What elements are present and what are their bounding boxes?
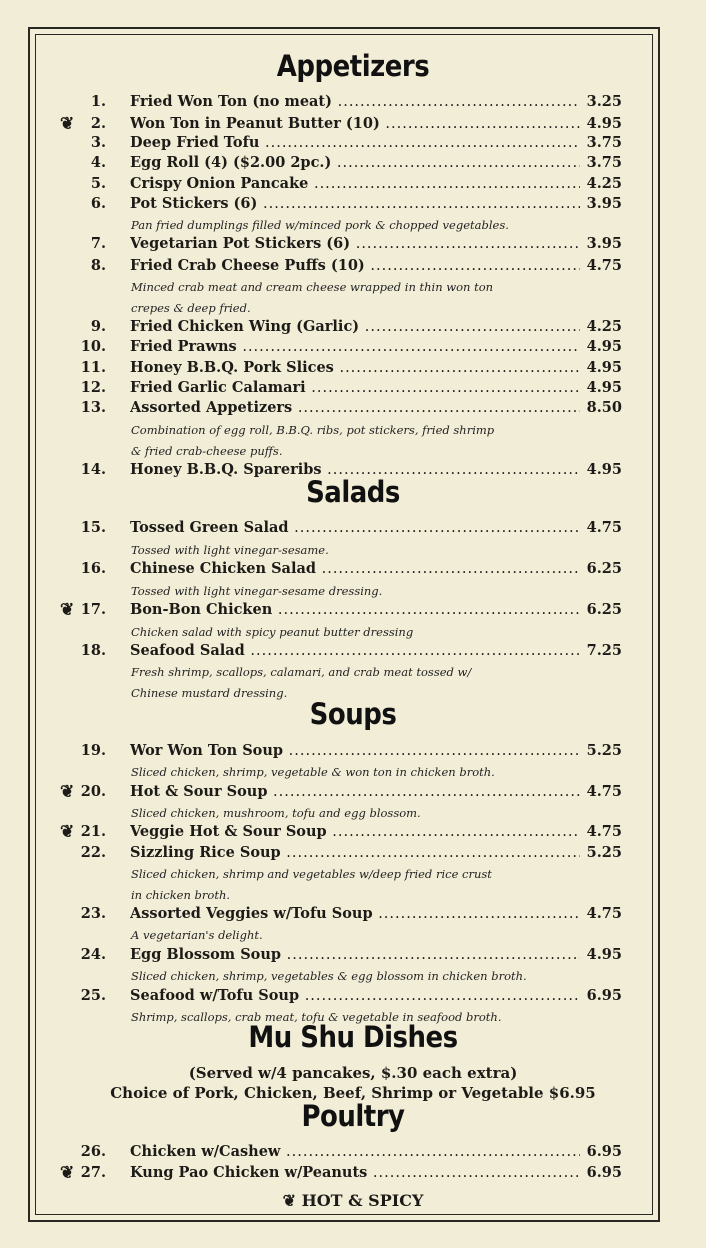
menu-item-number: 27. bbox=[80, 1164, 106, 1181]
chili-pepper-icon: ❦ bbox=[60, 114, 75, 134]
menu-item-name: Assorted Appetizers ..... bbox=[130, 398, 580, 418]
section-title-appetizers: Appetizers bbox=[276, 50, 430, 84]
chili-pepper-icon: ❦ bbox=[60, 822, 75, 842]
menu-item-number: 5. bbox=[90, 175, 106, 192]
menu-item-description: Pan fried dumplings filled w/minced pork & chopped vegetables. bbox=[131, 218, 509, 232]
menu-item-price: 5.25 bbox=[586, 742, 622, 759]
menu-item-number: 6. bbox=[90, 195, 106, 212]
menu-item-row bbox=[0, 256, 706, 276]
menu-item-name: Honey B.B.Q. Spareribs ..... bbox=[130, 460, 580, 480]
menu-item-number: 22. bbox=[80, 844, 106, 861]
section-title-salads: Salads bbox=[306, 476, 400, 510]
menu-item-price: 4.95 bbox=[586, 461, 622, 478]
menu-item-number: 26. bbox=[80, 1143, 106, 1160]
menu-item-name: Sizzling Rice Soup ..... bbox=[130, 843, 580, 863]
menu-item-name: Seafood Salad ..... bbox=[130, 641, 580, 661]
menu-item-description: Chinese mustard dressing. bbox=[131, 686, 288, 700]
menu-item-row bbox=[0, 945, 706, 965]
menu-item-name: Crispy Onion Pancake ..... bbox=[130, 174, 580, 194]
menu-item-name: Fried Chicken Wing (Garlic) ..... bbox=[130, 317, 580, 337]
menu-item-number: 24. bbox=[80, 946, 106, 963]
menu-item-name: Bon-Bon Chicken ..... bbox=[130, 600, 580, 620]
menu-item-number: 18. bbox=[80, 642, 106, 659]
menu-item-row bbox=[0, 1142, 706, 1162]
menu-item-number: 9. bbox=[90, 318, 106, 335]
menu-item-price: 3.75 bbox=[586, 154, 622, 171]
menu-item-row bbox=[0, 641, 706, 661]
menu-item-number: 20. bbox=[80, 783, 106, 800]
menu-item-number: 3. bbox=[90, 134, 106, 151]
menu-item-price: 4.75 bbox=[586, 257, 622, 274]
menu-item-name: Vegetarian Pot Stickers (6) ..... bbox=[130, 234, 580, 254]
menu-item-row bbox=[0, 559, 706, 579]
menu-item-price: 4.25 bbox=[586, 318, 622, 335]
menu-item-price: 4.75 bbox=[586, 519, 622, 536]
menu-item-description: Sliced chicken, shrimp and vegetables w/deep fried rice crust bbox=[131, 867, 492, 881]
menu-item-name: Pot Stickers (6) ..... bbox=[130, 194, 580, 214]
menu-item-row bbox=[0, 194, 706, 214]
menu-item-description: in chicken broth. bbox=[131, 888, 231, 902]
section-title-mushu: Mu Shu Dishes bbox=[248, 1021, 458, 1055]
menu-item-row bbox=[0, 398, 706, 418]
menu-item-description: crepes & deep fried. bbox=[131, 301, 251, 315]
menu-item-row bbox=[0, 358, 706, 378]
section-title-poultry: Poultry bbox=[301, 1100, 405, 1134]
menu-item-price: 3.25 bbox=[586, 93, 622, 110]
menu-item-number: 11. bbox=[80, 359, 106, 376]
chili-pepper-icon: ❦ bbox=[60, 782, 75, 802]
menu-item-row bbox=[0, 600, 706, 620]
menu-item-description: & fried crab-cheese puffs. bbox=[131, 444, 283, 458]
menu-item-description: Minced crab meat and cream cheese wrapped in thin won ton bbox=[131, 280, 494, 294]
menu-item-price: 4.25 bbox=[586, 175, 622, 192]
mushu-choice-note: Choice of Pork, Chicken, Beef, Shrimp or Vegetable $6.95 bbox=[110, 1084, 596, 1102]
menu-item-row bbox=[0, 114, 706, 134]
menu-item-number: 10. bbox=[80, 338, 106, 355]
menu-item-number: 16. bbox=[80, 560, 106, 577]
menu-item-number: 17. bbox=[80, 601, 106, 618]
menu-item-price: 5.25 bbox=[586, 844, 622, 861]
menu-item-number: 4. bbox=[90, 154, 106, 171]
menu-item-price: 6.25 bbox=[586, 560, 622, 577]
menu-item-number: 13. bbox=[80, 399, 106, 416]
menu-item-description: A vegetarian's delight. bbox=[131, 928, 263, 942]
menu-item-description: Combination of egg roll, B.B.Q. ribs, pot stickers, fried shrimp bbox=[131, 423, 495, 437]
menu-item-name: Tossed Green Salad ..... bbox=[130, 518, 580, 538]
menu-item-name: Egg Roll (4) ($2.00 2pc.) ..... bbox=[130, 153, 580, 173]
menu-item-name: Honey B.B.Q. Pork Slices ..... bbox=[130, 358, 580, 378]
menu-item-price: 4.95 bbox=[586, 338, 622, 355]
menu-item-price: 6.95 bbox=[586, 987, 622, 1004]
menu-item-row bbox=[0, 1163, 706, 1183]
menu-item-row bbox=[0, 822, 706, 842]
menu-item-number: 23. bbox=[80, 905, 106, 922]
menu-item-price: 4.95 bbox=[586, 946, 622, 963]
menu-item-name: Won Ton in Peanut Butter (10) ..... bbox=[130, 114, 580, 134]
menu-item-price: 6.25 bbox=[586, 601, 622, 618]
menu-item-price: 3.75 bbox=[586, 134, 622, 151]
chili-pepper-icon: ❦ bbox=[60, 1163, 75, 1183]
menu-item-description: Chicken salad with spicy peanut butter dressing bbox=[131, 625, 414, 639]
menu-item-price: 6.95 bbox=[586, 1143, 622, 1160]
menu-item-name: Egg Blossom Soup ..... bbox=[130, 945, 580, 965]
menu-item-description: Shrimp, scallops, crab meat, tofu & vegetable in seafood broth. bbox=[131, 1010, 502, 1024]
menu-item-price: 4.75 bbox=[586, 783, 622, 800]
menu-item-price: 3.95 bbox=[586, 235, 622, 252]
menu-item-description: Sliced chicken, shrimp, vegetables & egg blossom in chicken broth. bbox=[131, 969, 527, 983]
legend-label: HOT & SPICY bbox=[301, 1191, 424, 1210]
menu-item-number: 14. bbox=[80, 461, 106, 478]
menu-item-name: Chicken w/Cashew ..... bbox=[130, 1142, 580, 1162]
menu-item-price: 4.95 bbox=[586, 379, 622, 396]
menu-item-row bbox=[0, 317, 706, 337]
menu-item-price: 3.95 bbox=[586, 195, 622, 212]
menu-item-name: Fried Won Ton (no meat) ..... bbox=[130, 92, 580, 112]
menu-item-row bbox=[0, 378, 706, 398]
menu-item-row bbox=[0, 133, 706, 153]
menu-item-price: 6.95 bbox=[586, 1164, 622, 1181]
menu-item-row bbox=[0, 904, 706, 924]
mushu-served-note: (Served w/4 pancakes, $.30 each extra) bbox=[188, 1064, 518, 1082]
menu-item-number: 12. bbox=[80, 379, 106, 396]
menu-item-name: Kung Pao Chicken w/Peanuts ..... bbox=[130, 1163, 580, 1183]
menu-item-description: Tossed with light vinegar-sesame dressing. bbox=[131, 584, 383, 598]
menu-item-number: 8. bbox=[90, 257, 106, 274]
menu-item-price: 8.50 bbox=[586, 399, 622, 416]
menu-item-price: 4.75 bbox=[586, 905, 622, 922]
hot-spicy-legend bbox=[0, 1191, 706, 1210]
menu-item-name: Deep Fried Tofu ..... bbox=[130, 133, 580, 153]
menu-item-number: 21. bbox=[80, 823, 106, 840]
menu-item-description: Tossed with light vinegar-sesame. bbox=[131, 543, 329, 557]
menu-item-row bbox=[0, 337, 706, 357]
menu-item-row bbox=[0, 986, 706, 1006]
menu-item-number: 19. bbox=[80, 742, 106, 759]
menu-item-row bbox=[0, 153, 706, 173]
menu-item-row bbox=[0, 843, 706, 863]
menu-item-price: 4.95 bbox=[586, 359, 622, 376]
menu-item-number: 1. bbox=[90, 93, 106, 110]
menu-item-name: Chinese Chicken Salad ..... bbox=[130, 559, 580, 579]
chili-pepper-icon: ❦ bbox=[60, 600, 75, 620]
menu-item-row bbox=[0, 518, 706, 538]
menu-item-price: 4.95 bbox=[586, 115, 622, 132]
menu-item-description: Fresh shrimp, scallops, calamari, and crab meat tossed w/ bbox=[131, 665, 472, 679]
menu-item-number: 15. bbox=[80, 519, 106, 536]
chili-pepper-icon: ❦ bbox=[282, 1191, 297, 1210]
menu-item-row bbox=[0, 741, 706, 761]
menu-item-row bbox=[0, 92, 706, 112]
menu-item-name: Fried Crab Cheese Puffs (10) ..... bbox=[130, 256, 580, 276]
menu-item-name: Assorted Veggies w/Tofu Soup ..... bbox=[130, 904, 580, 924]
section-title-soups: Soups bbox=[309, 698, 397, 732]
menu-item-name: Seafood w/Tofu Soup ..... bbox=[130, 986, 580, 1006]
menu-item-number: 2. bbox=[90, 115, 106, 132]
menu-item-row bbox=[0, 174, 706, 194]
menu-item-price: 7.25 bbox=[586, 642, 622, 659]
menu-item-description: Sliced chicken, mushroom, tofu and egg blossom. bbox=[131, 806, 421, 820]
menu-item-description: Sliced chicken, shrimp, vegetable & won ton in chicken broth. bbox=[131, 765, 495, 779]
menu-item-name: Wor Won Ton Soup ..... bbox=[130, 741, 580, 761]
menu-item-name: Fried Prawns ..... bbox=[130, 337, 580, 357]
menu-item-name: Hot & Sour Soup ..... bbox=[130, 782, 580, 802]
menu-item-name: Fried Garlic Calamari ..... bbox=[130, 378, 580, 398]
menu-item-row bbox=[0, 782, 706, 802]
menu-item-row bbox=[0, 460, 706, 480]
menu-item-price: 4.75 bbox=[586, 823, 622, 840]
menu-item-number: 7. bbox=[90, 235, 106, 252]
menu-item-number: 25. bbox=[80, 987, 106, 1004]
menu-item-row bbox=[0, 234, 706, 254]
menu-item-name: Veggie Hot & Sour Soup ..... bbox=[130, 822, 580, 842]
